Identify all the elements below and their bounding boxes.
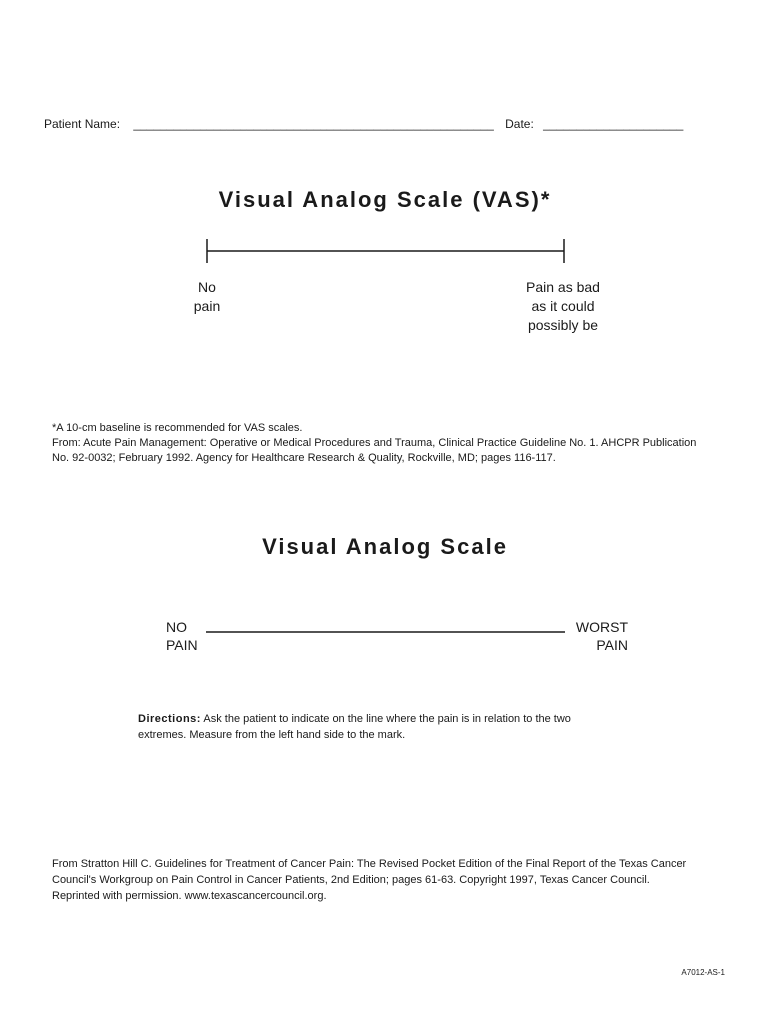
directions-text: Directions: Ask the patient to indicate on the line where the pain is in relation to the two extremes. Measure from the left hand side to the mark. <box>138 713 571 741</box>
vas2-right-anchor-label: WORST PAIN <box>575 619 628 653</box>
vas-footnote: *A 10-cm baseline is recommended for VAS scales. From: Acute Pain Management: Operative or Medical Procedures and Trauma, Clinical Practice Guideline No. 1. AHCPR Publication No. 92-0032; February 1992. Agency for Healthcare Research & Quality, Rockville, MD; pages 116-117. <box>52 422 697 464</box>
vas-title: Visual Analog Scale (VAS)* <box>218 187 552 212</box>
directions-label: Directions: <box>138 713 201 725</box>
patient-name-label: Patient Name: <box>44 117 121 131</box>
vas2-scale-line[interactable] <box>205 626 567 636</box>
patient-name-field[interactable]: ______________________________________________________ <box>133 117 494 131</box>
vas-scale-line[interactable] <box>200 236 572 266</box>
patient-header <box>44 117 734 131</box>
source-credit: From Stratton Hill C. Guidelines for Treatment of Cancer Pain: The Revised Pocket Edition of the Final Report of the Texas Cancer Council's Workgroup on Pain Control in Cancer Patients, 2nd Edition; pages 61-63. Copyright 1997, Texas Cancer Council. Reprinted with permission. www.texascancercouncil.org. <box>52 858 687 902</box>
vas2-title: Visual Analog Scale <box>262 534 508 559</box>
date-field[interactable]: _____________________ <box>543 117 684 131</box>
vas-right-anchor-label: Pain as bad as it could possibly be <box>526 279 600 333</box>
vas-left-anchor-label: No pain <box>193 279 221 314</box>
vas2-left-anchor-label: NO PAIN <box>166 619 198 653</box>
form-code: A7012-AS-1 <box>681 968 725 977</box>
date-label: Date: <box>505 117 534 131</box>
